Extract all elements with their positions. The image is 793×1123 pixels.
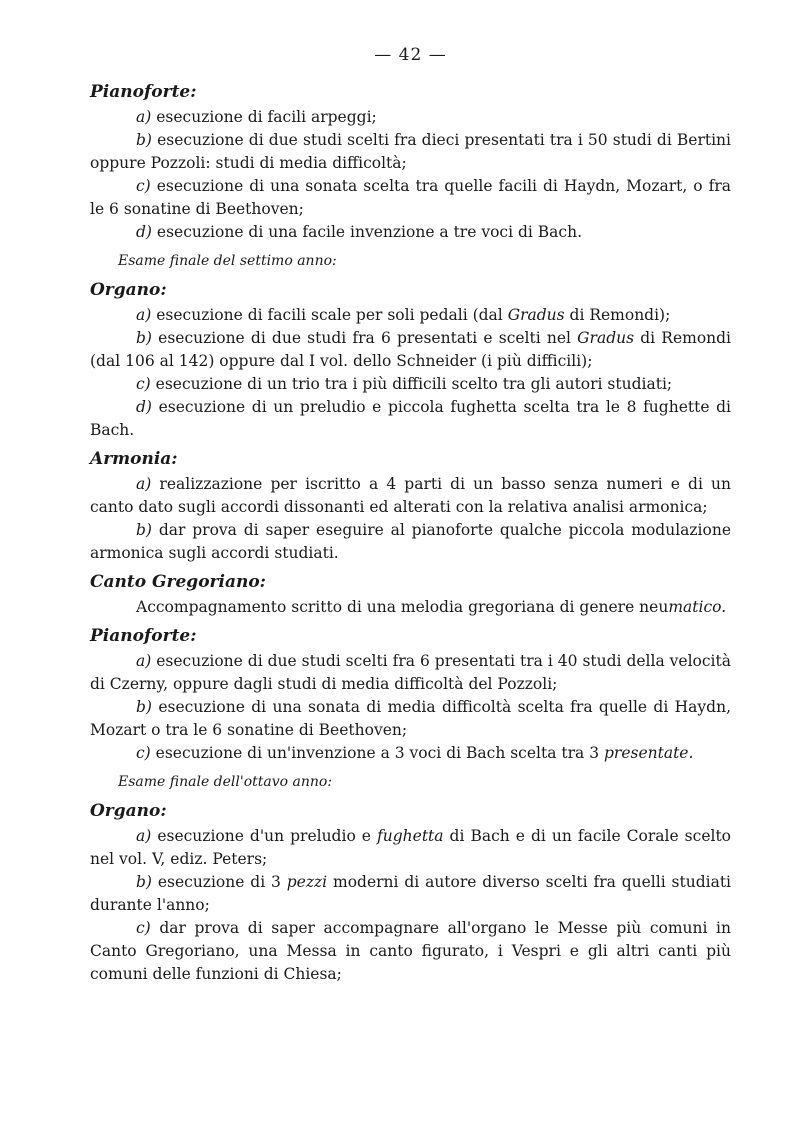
section-heading-pianoforte: Pianoforte: [90, 626, 197, 646]
item-text: esecuzione di facili scale per soli pedali (dal [151, 306, 508, 324]
list-item [90, 396, 731, 442]
item-emphasis: pezzi [286, 873, 328, 891]
item-letter: d) [136, 223, 152, 241]
list-item [90, 175, 731, 221]
item-emphasis: Gradus [507, 306, 565, 324]
section-heading-organo: Organo: [90, 280, 167, 300]
item-text: esecuzione di una sonata di media difficoltà scelta fra quelle di Haydn, Mozart o tra le 6 sonatine di Beethoven; [90, 698, 731, 739]
list-item [90, 473, 731, 519]
item-letter: c) [136, 375, 151, 393]
item-text: esecuzione di 3 [151, 873, 287, 891]
item-text: esecuzione di un'invenzione a 3 voci di Bach scelta tra 3 [150, 744, 604, 762]
item-letter: c) [136, 177, 151, 195]
exam-title-eighth-year: Esame finale dell'ottavo anno: [118, 774, 333, 790]
item-letter: b) [136, 873, 152, 891]
item-emphasis: presentate. [603, 744, 694, 762]
item-letter: a) [136, 827, 152, 845]
item-text: di Bach e di un facile Corale scelto nel vol. V, ediz. Peters; [90, 827, 732, 868]
item-text: moderni di autore diverso scelti fra quelli studiati durante l'anno; [90, 873, 731, 914]
item-text: esecuzione di una sonata scelta tra quelle facili di Haydn, Mozart, o fra le 6 sonatine di Beethoven; [90, 177, 731, 218]
item-letter: b) [136, 698, 152, 716]
list-item [90, 106, 731, 129]
list-item [90, 221, 731, 244]
item-text: esecuzione di un trio tra i più difficili scelto tra gli autori studiati; [150, 375, 673, 393]
page-number: — 42 — [374, 45, 447, 65]
list-item [90, 871, 731, 917]
item-letter: b) [136, 329, 152, 347]
item-text: dar prova di saper eseguire al pianoforte qualche piccola modulazione armonica sugli accordi studiati. [90, 521, 731, 562]
item-letter: d) [136, 398, 152, 416]
list-item [90, 825, 731, 871]
section-heading-pianoforte: Pianoforte: [90, 82, 197, 102]
item-letter: a) [136, 306, 152, 324]
list-item [90, 650, 731, 696]
item-text: di Remondi); [564, 306, 671, 324]
section-heading-canto-gregoriano: Canto Gregoriano: [90, 572, 266, 592]
paragraph-text: Accompagnamento scritto di una melodia gregoriana di genere neu [136, 598, 669, 616]
item-letter: a) [136, 475, 152, 493]
list-item [90, 304, 731, 327]
item-text: dar prova di saper accompagnare all'organo le Messe più comuni in Canto Gregoriano, una Messa in canto figurato, i Vespri e gli altri canti più comuni delle funzioni di Chiesa; [90, 919, 731, 983]
item-text: di Remondi (dal 106 al 142) oppure dal I vol. dello Schneider (i più difficili); [90, 329, 732, 370]
paragraph [90, 596, 731, 619]
list-item [90, 373, 731, 396]
item-letter: b) [136, 131, 152, 149]
item-text: realizzazione per iscritto a 4 parti di un basso senza numeri e di un canto dato sugli accordi dissonanti ed alterati con la relativa analisi armonica; [90, 475, 731, 516]
exam-title-seventh-year: Esame finale del settimo anno: [118, 253, 337, 269]
item-text: esecuzione di due studi scelti fra dieci presentati tra i 50 studi di Bertini oppure Pozzoli: studi di media difficoltà; [90, 131, 731, 172]
item-letter: a) [136, 652, 152, 670]
paragraph-emphasis: matico. [668, 598, 727, 616]
item-text: esecuzione d'un preludio e [151, 827, 378, 845]
item-emphasis: fughetta [377, 827, 444, 845]
item-text: esecuzione di facili arpeggi; [151, 108, 377, 126]
list-item [90, 519, 731, 565]
list-item [90, 917, 731, 986]
item-letter: c) [136, 744, 151, 762]
list-item [90, 129, 731, 175]
section-heading-armonia: Armonia: [90, 449, 178, 469]
item-text: esecuzione di un preludio e piccola fughetta scelta tra le 8 fughette di Bach. [90, 398, 731, 439]
item-letter: c) [136, 919, 151, 937]
item-text: esecuzione di due studi fra 6 presentati e scelti nel [151, 329, 578, 347]
list-item [90, 742, 731, 765]
item-letter: b) [136, 521, 152, 539]
item-text: esecuzione di due studi scelti fra 6 presentati tra i 40 studi della velocità di Czerny, oppure dagli studi di media difficoltà del Pozzoli; [90, 652, 731, 693]
list-item [90, 327, 731, 373]
section-heading-organo: Organo: [90, 801, 167, 821]
list-item [90, 696, 731, 742]
item-letter: a) [136, 108, 152, 126]
item-emphasis: Gradus [577, 329, 635, 347]
item-text: esecuzione di una facile invenzione a tre voci di Bach. [151, 223, 583, 241]
